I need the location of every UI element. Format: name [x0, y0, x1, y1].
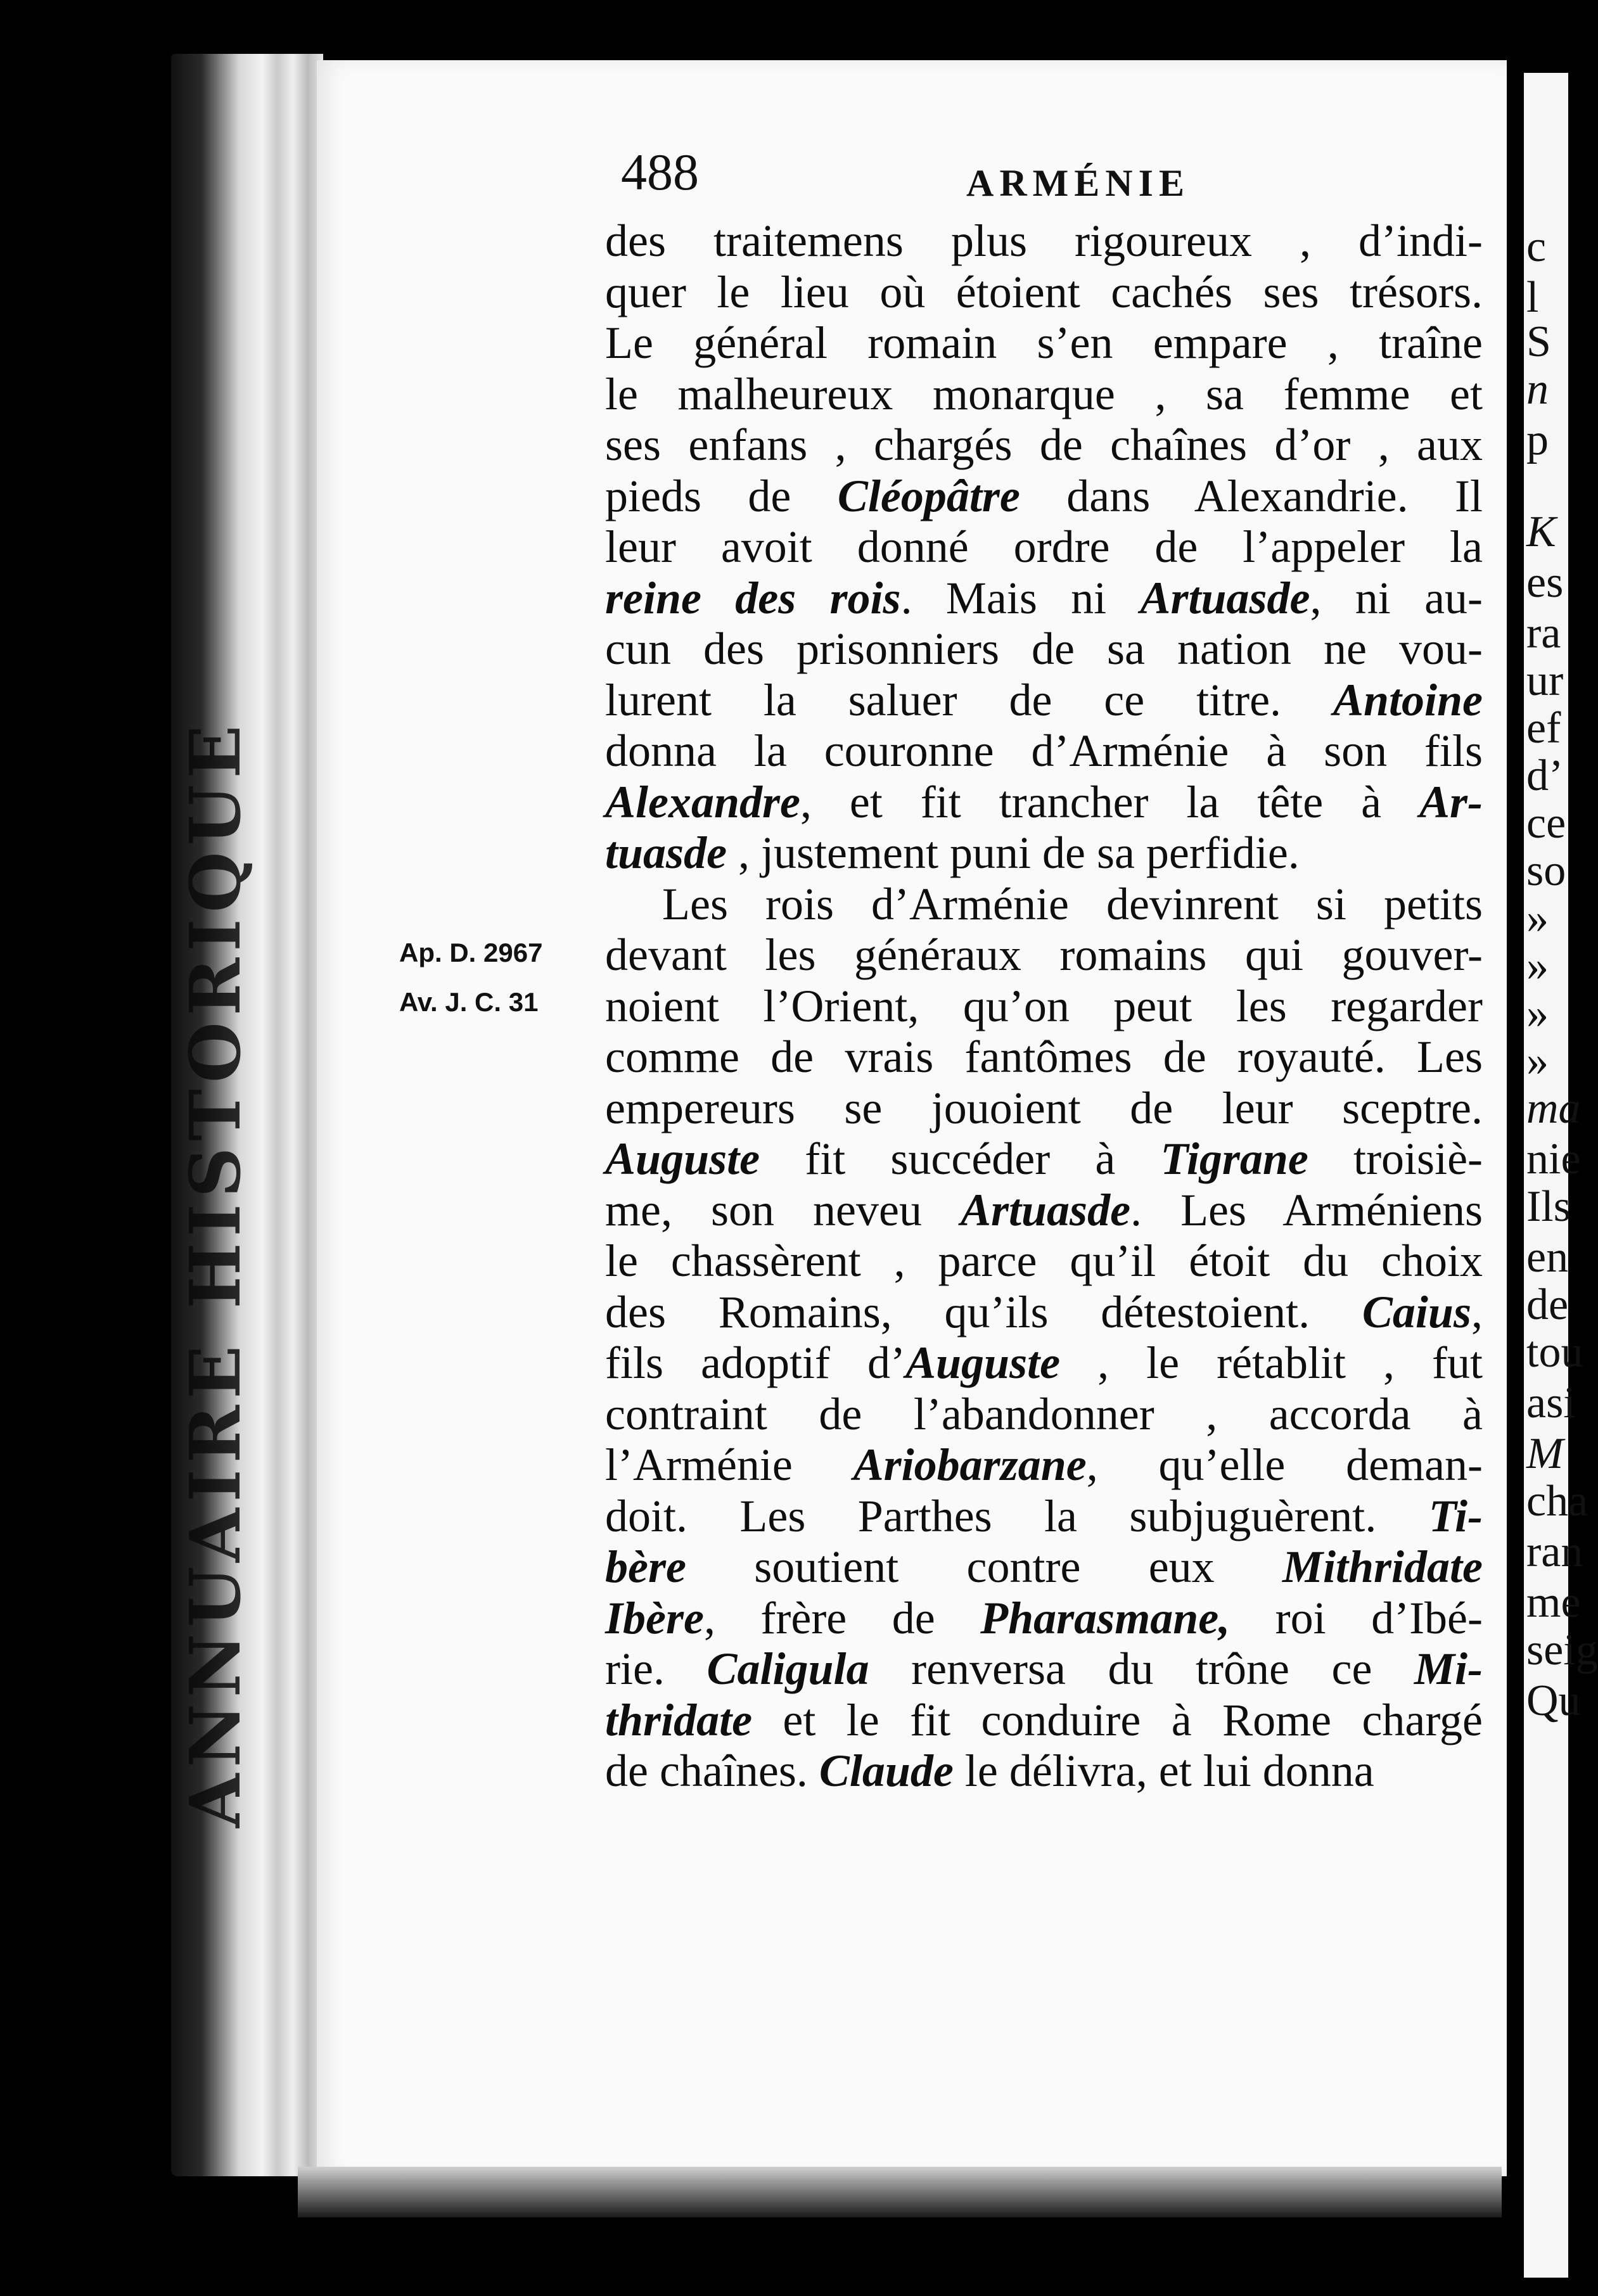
italic-name: tuasde [605, 827, 727, 878]
italic-name: Pharasmane, [980, 1592, 1230, 1643]
text-line [605, 1031, 1483, 1083]
text-line [605, 521, 1483, 573]
text-line [605, 1541, 1483, 1593]
text-line [605, 1337, 1483, 1389]
text-run: pieds de [605, 470, 838, 521]
text-run: des Romains, qu’ils détestoient. [605, 1286, 1362, 1337]
italic-name: Caligula [706, 1643, 869, 1694]
text-run: Le général romain s’en empare , traîne [605, 317, 1483, 368]
page-bottom-shadow [298, 2167, 1502, 2217]
gutter [1507, 60, 1524, 2290]
italic-name: Auguste [605, 1133, 760, 1184]
running-title: ARMÉNIE [966, 162, 1191, 204]
text-run: doit. Les Parthes la subjuguèrent. [605, 1490, 1429, 1541]
facing-page-fragment: n [1526, 365, 1549, 414]
facing-page-fragment: ur [1526, 656, 1564, 705]
text-run: roi d’Ibé- [1230, 1592, 1483, 1643]
text-run: dans Alexandrie. Il [1020, 470, 1483, 521]
text-line [605, 1491, 1483, 1542]
text-run: des traitemens plus rigoureux , d’indi- [605, 215, 1483, 266]
text-run: devant les généraux romains qui gouver- [605, 929, 1483, 980]
facing-page-fragment: p [1526, 416, 1549, 464]
text-line [605, 1745, 1483, 1797]
facing-page-fragment: es [1526, 558, 1564, 607]
facing-page-fragment: l [1526, 273, 1539, 322]
italic-name: Caius [1362, 1286, 1471, 1337]
text-run: lurent la saluer de ce titre. [605, 674, 1333, 725]
facing-page-fragment: ef [1526, 704, 1561, 753]
italic-name: reine des rois [605, 572, 901, 623]
text-run: rie. [605, 1643, 707, 1694]
text-run: , ni au- [1310, 572, 1483, 623]
text-run: renversa du trône ce [869, 1643, 1414, 1694]
text-line [605, 1439, 1483, 1491]
text-line [605, 215, 1483, 267]
text-line [605, 1235, 1483, 1287]
text-line [605, 1185, 1483, 1236]
facing-page-fragment: d’ [1526, 751, 1564, 800]
text-run: le malheureux monarque , sa femme et [605, 368, 1483, 419]
text-run: donna la couronne d’Arménie à son fils [605, 725, 1483, 776]
italic-name: Artuasde [1140, 572, 1310, 623]
facing-page-sliver [1524, 73, 1598, 2278]
page-number: 488 [621, 143, 699, 201]
italic-name: Ariobarzane [853, 1439, 1087, 1490]
text-line [605, 879, 1483, 930]
italic-name: Tigrane [1160, 1133, 1308, 1184]
text-line [605, 1593, 1483, 1644]
italic-name: Artuasde [960, 1184, 1131, 1235]
italic-name: Ti- [1428, 1490, 1483, 1541]
margin-note-year-ad: Ap. D. 2967 [399, 938, 543, 967]
text-line [605, 777, 1483, 828]
text-run: me, son neveu [605, 1184, 961, 1235]
text-run: leur avoit donné ordre de l’appeler la [605, 521, 1483, 572]
facing-page-fragment: M [1526, 1429, 1564, 1478]
facing-page-fragment: » [1526, 1036, 1549, 1085]
facing-page-fragment: ma [1526, 1084, 1581, 1133]
facing-page-fragment: so [1526, 846, 1566, 895]
text-line [605, 573, 1483, 624]
text-run: et le fit conduire à Rome chargé [752, 1694, 1483, 1745]
text-line [605, 725, 1483, 777]
italic-name: thridate [605, 1694, 753, 1745]
text-line [605, 419, 1483, 471]
text-line [605, 1287, 1483, 1338]
text-run: fit succéder à [760, 1133, 1161, 1184]
text-run: soutient contre eux [686, 1541, 1282, 1592]
facing-page-fragment: me [1526, 1578, 1581, 1627]
text-run: cun des prisonniers de sa nation ne vou- [605, 623, 1483, 674]
italic-name: Mithridate [1282, 1541, 1483, 1592]
text-run: Les rois d’Arménie devinrent si petits [662, 878, 1483, 929]
text-run: . Mais ni [900, 572, 1141, 623]
text-run: empereurs se jouoient de leur sceptre. [605, 1082, 1483, 1133]
facing-page-fragment: » [1526, 989, 1549, 1038]
text-run: l’Arménie [605, 1439, 853, 1490]
text-line [605, 675, 1483, 726]
italic-name: Antoine [1333, 674, 1483, 725]
italic-name: Alexandre [605, 776, 801, 827]
text-run: , justement puni de sa perfidie. [727, 827, 1300, 878]
text-run: troisiè- [1308, 1133, 1483, 1184]
italic-name: bère [605, 1541, 686, 1592]
facing-page-fragment: nie [1526, 1135, 1581, 1183]
text-run: , et fit trancher la tête à [800, 776, 1419, 827]
text-run: ses enfans , chargés de chaînes d’or , aux [605, 419, 1483, 470]
text-run: de chaînes. [605, 1745, 819, 1796]
facing-page-fragment: seig [1526, 1626, 1598, 1674]
text-run: , [1471, 1286, 1483, 1337]
margin-note-year-bc: Av. J. C. 31 [399, 987, 539, 1017]
italic-name: Auguste [905, 1337, 1061, 1388]
text-line [605, 369, 1483, 420]
text-run: le chassèrent , parce qu’il étoit du choix [605, 1235, 1483, 1286]
text-line [605, 471, 1483, 522]
facing-page-fragment: ra [1526, 609, 1561, 658]
italic-name: Claude [819, 1745, 954, 1796]
facing-page-fragment: en [1526, 1233, 1569, 1282]
facing-page-fragment: de [1526, 1280, 1569, 1329]
text-line [605, 267, 1483, 318]
facing-page-fragment: c [1526, 222, 1547, 271]
text-run: . Les Arméniens [1130, 1184, 1483, 1235]
text-run: fils adoptif d’ [605, 1337, 905, 1388]
text-line [605, 981, 1483, 1032]
text-run: le délivra, et lui donna [953, 1745, 1374, 1796]
facing-page-fragment: K [1526, 507, 1556, 556]
text-line [605, 1083, 1483, 1134]
text-line [605, 317, 1483, 369]
text-line [605, 929, 1483, 981]
text-run: , qu’elle deman- [1086, 1439, 1483, 1490]
text-line [605, 1389, 1483, 1440]
italic-name: Ibère [605, 1592, 704, 1643]
facing-page-fragment: Ils [1526, 1182, 1571, 1231]
facing-page-fragment: ran [1526, 1527, 1583, 1576]
text-run: quer le lieu où étoient cachés ses trésors. [605, 266, 1483, 317]
facing-page-fragment: Qu [1526, 1676, 1581, 1725]
text-line [605, 1133, 1483, 1185]
text-run: contraint de l’abandonner , accorda à [605, 1388, 1483, 1439]
text-run: noient l’Orient, qu’on peut les regarder [605, 980, 1483, 1031]
facing-page-fragment: » [1526, 894, 1549, 943]
spine-stamp: ANNUAIRE HISTORIQUE [174, 718, 256, 1828]
text-line [605, 1643, 1483, 1695]
facing-page-fragment: » [1526, 941, 1549, 990]
text-line [605, 827, 1483, 879]
facing-page-fragment: asi [1526, 1379, 1576, 1427]
facing-page-fragment: tou [1526, 1328, 1583, 1377]
facing-page-fragment: cha [1526, 1477, 1588, 1526]
text-run: , frère de [703, 1592, 981, 1643]
text-run: comme de vrais fantômes de royauté. Les [605, 1031, 1483, 1082]
text-line [605, 623, 1483, 675]
facing-page-fragment: ce [1526, 799, 1566, 848]
facing-page-fragment: S [1526, 317, 1551, 366]
text-run: , le rétablit , fut [1060, 1337, 1483, 1388]
italic-name: Mi- [1414, 1643, 1483, 1694]
body-text [605, 215, 1483, 1797]
italic-name: Ar- [1419, 776, 1483, 827]
italic-name: Cléopâtre [837, 470, 1020, 521]
text-line [605, 1695, 1483, 1746]
